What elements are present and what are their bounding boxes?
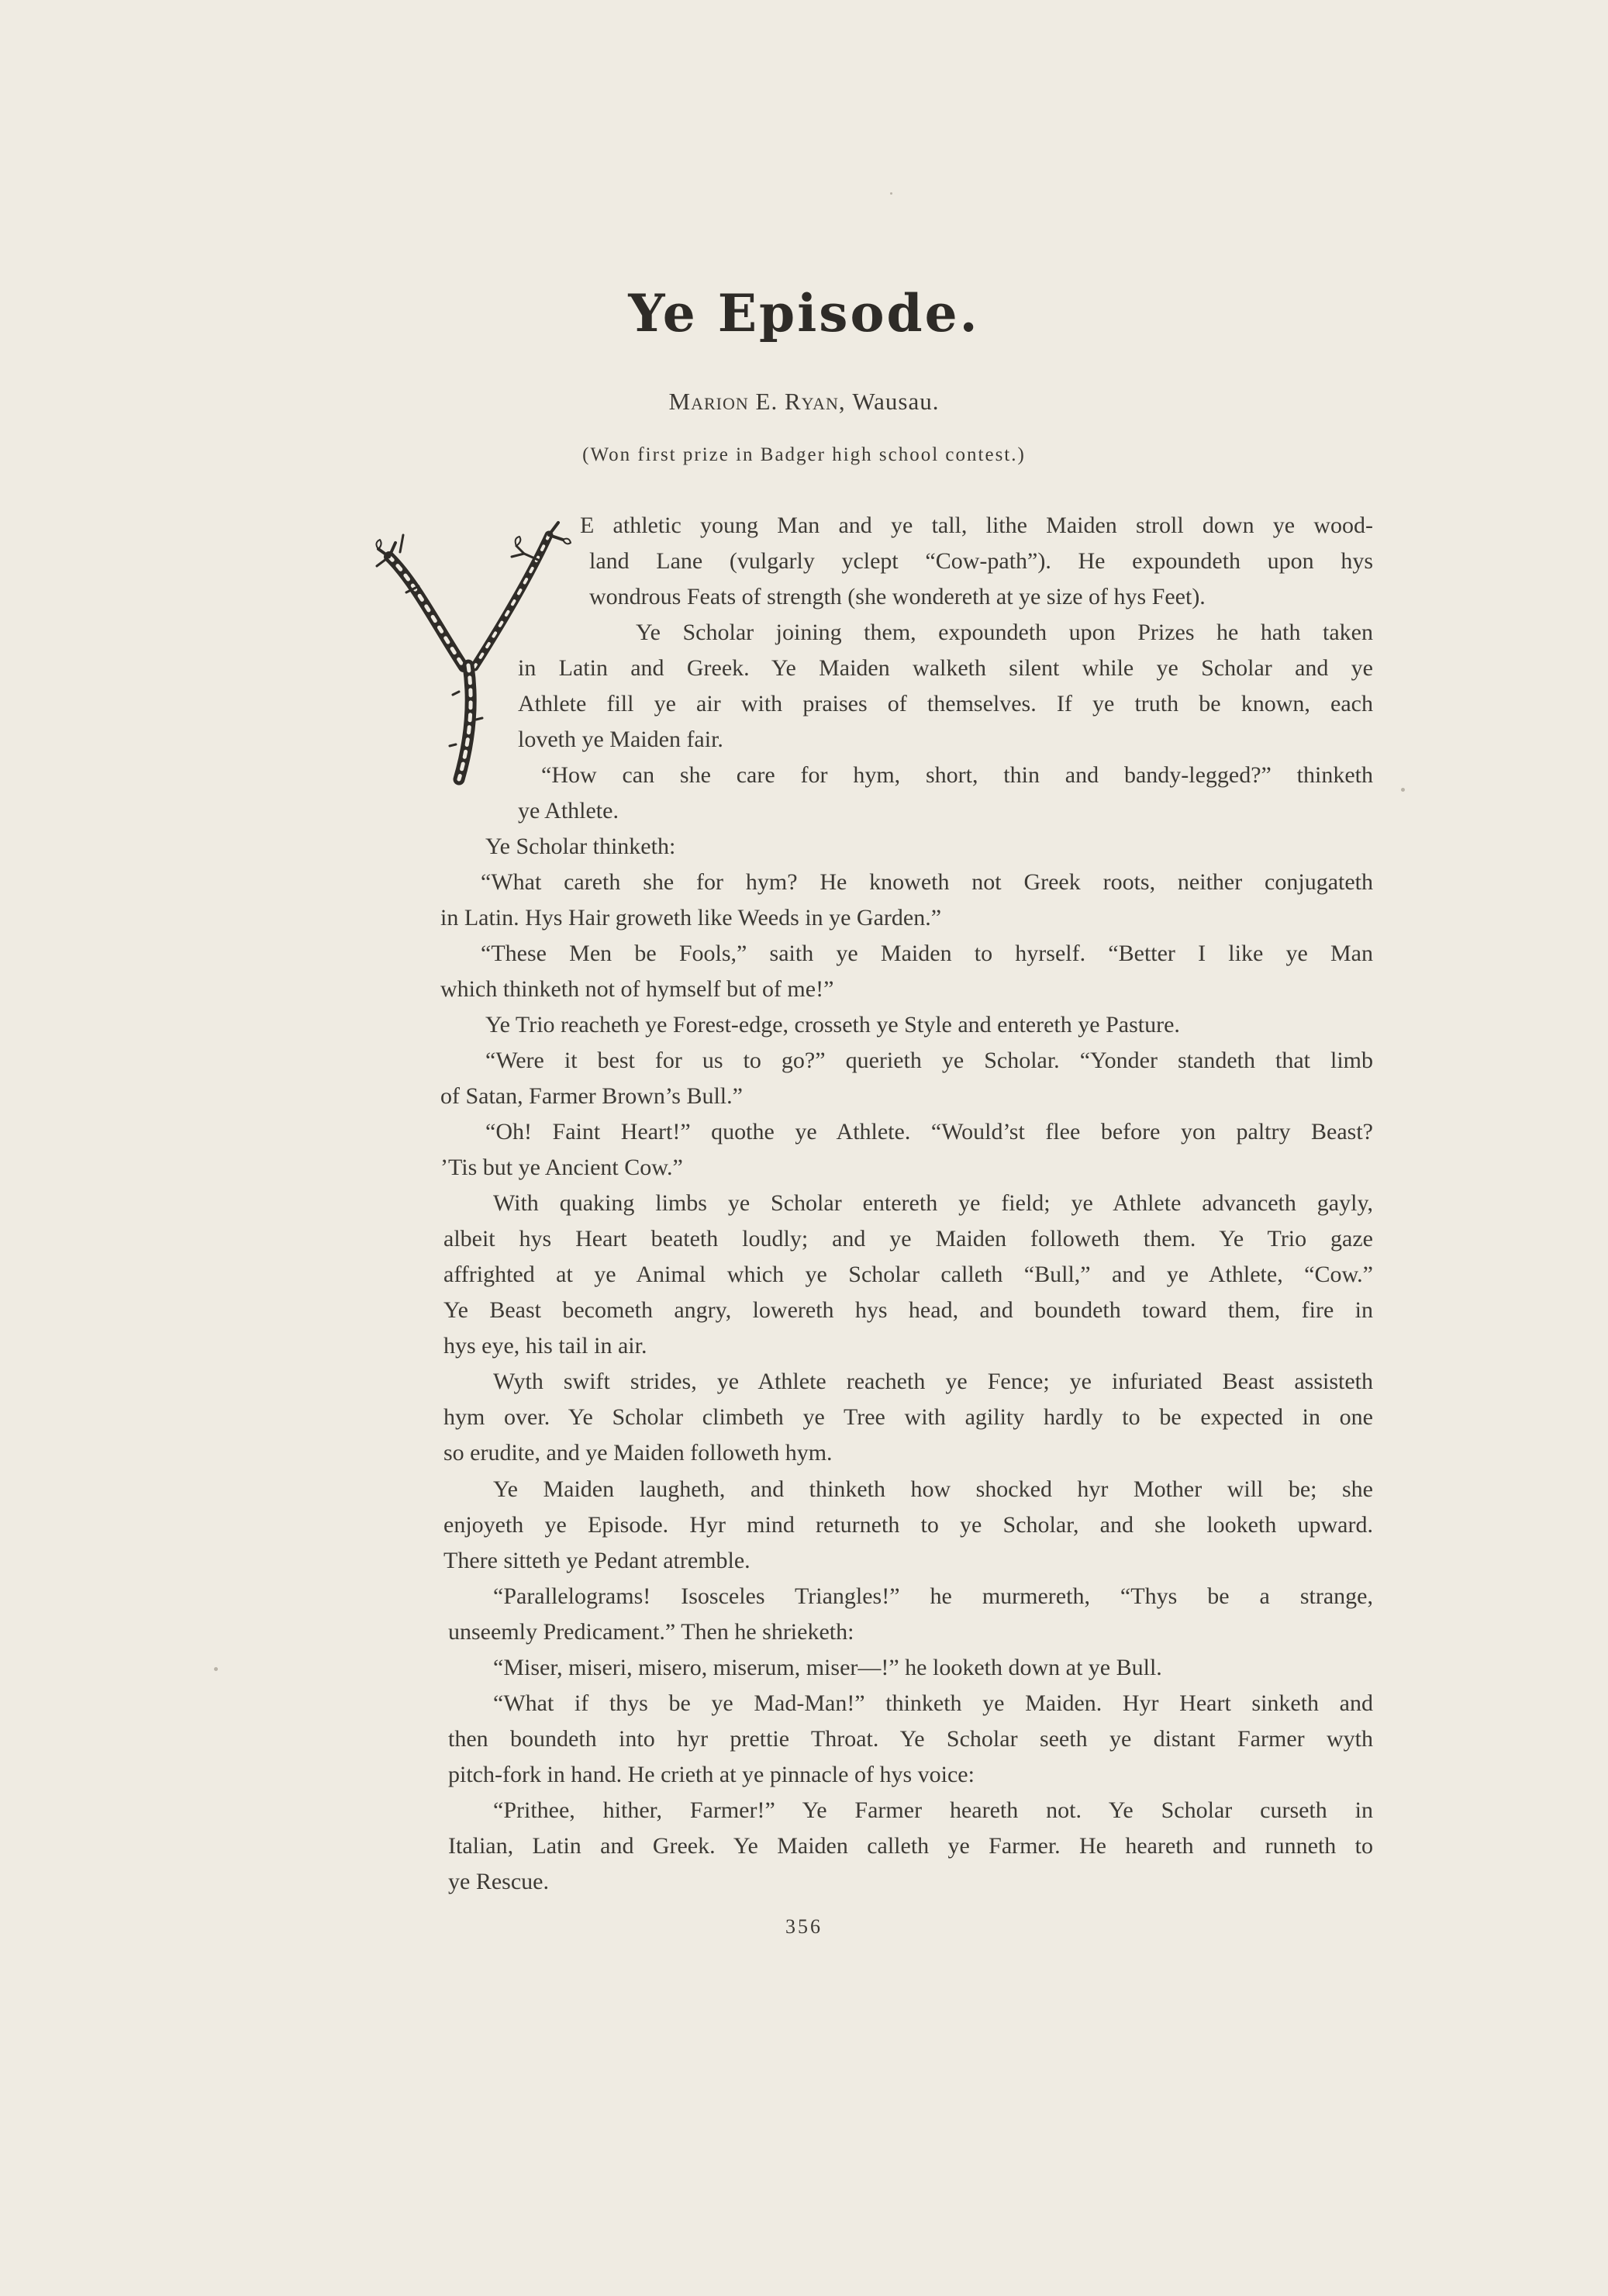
body-line: in Latin. Hys Hair groweth like Weeds in ye Garden.” [440,905,942,930]
body-line: land Lane (vulgarly yclept “Cow-path”). He expoundeth upon hys [589,548,1373,574]
paper-speck [214,1667,218,1671]
body-line: hym over. Ye Scholar climbeth ye Tree with agility hardly to be expected in one [443,1404,1373,1430]
body-line: “These Men be Fools,” saith ye Maiden to hyrself. “Better I like ye Man [481,941,1373,966]
body-line: Ye Scholar thinketh: [485,834,676,859]
body-line: albeit hys Heart beateth loudly; and ye Maiden followeth them. Ye Trio gaze [443,1226,1373,1252]
body-line: Ye Trio reacheth ye Forest-edge, crosseth ye Style and entereth ye Pasture. [485,1012,1180,1038]
body-line: E athletic young Man and ye tall, lithe Maiden stroll down ye wood- [580,513,1373,538]
body-line: Ye Beast becometh angry, lowereth hys head, and boundeth toward them, fire in [443,1297,1373,1323]
body-line: enjoyeth ye Episode. Hyr mind returneth to ye Scholar, and she looketh upward. [443,1512,1373,1538]
author-name: Marion E. Ryan, [668,388,846,415]
body-line: pitch-fork in hand. He crieth at ye pinnacle of hys voice: [448,1762,975,1787]
author-byline [0,388,1608,416]
body-line: Athlete fill ye air with praises of themselves. If ye truth be known, each [518,691,1373,716]
author-place: Wausau. [852,388,940,415]
body-line: unseemly Predicament.” Then he shrieketh: [448,1619,854,1645]
body-line: so erudite, and ye Maiden followeth hym. [443,1440,833,1466]
body-line: ye Rescue. [448,1869,549,1894]
body-line: ’Tis but ye Ancient Cow.” [440,1155,683,1180]
body-line: “Prithee, hither, Farmer!” Ye Farmer heareth not. Ye Scholar curseth in [493,1797,1373,1823]
body-line: affrighted at ye Animal which ye Scholar calleth “Bull,” and ye Athlete, “Cow.” [443,1262,1373,1287]
body-line: With quaking limbs ye Scholar entereth ye field; ye Athlete advanceth gayly, [493,1190,1373,1216]
body-line: of Satan, Farmer Brown’s Bull.” [440,1083,743,1109]
body-line: wondrous Feats of strength (she wondereth at ye size of hys Feet). [589,584,1206,609]
paper-speck [890,192,892,195]
body-line: Ye Maiden laugheth, and thinketh how shocked hyr Mother will be; she [493,1476,1373,1502]
paper-speck [1401,788,1405,792]
body-line: loveth ye Maiden fair. [518,727,723,752]
body-line: “Miser, miseri, misero, miserum, miser—!” he looketh down at ye Bull. [493,1655,1162,1680]
article-subtitle: (Won first prize in Badger high school contest.) [582,444,1026,465]
body-line: There sitteth ye Pedant atremble. [443,1548,751,1573]
body-line: ye Athlete. [518,798,619,823]
article-title: Ye Episode. [628,283,980,344]
body-line: which thinketh not of hymself but of me!” [440,976,834,1002]
body-line: “Were it best for us to go?” querieth ye Scholar. “Yonder standeth that limb [485,1048,1373,1073]
body-line: “How can she care for hym, short, thin and bandy-legged?” thinketh [541,762,1373,788]
body-line: in Latin and Greek. Ye Maiden walketh silent while ye Scholar and ye [518,655,1373,681]
body-line: Ye Scholar joining them, expoundeth upon Prizes he hath taken [636,620,1373,645]
body-line: “What if thys be ye Mad-Man!” thinketh ye Maiden. Hyr Heart sinketh and [493,1690,1373,1716]
body-line: “Parallelograms! Isosceles Triangles!” he murmereth, “Thys be a strange, [493,1583,1373,1609]
body-line: hys eye, his tail in air. [443,1333,647,1359]
page-number: 356 [785,1915,823,1938]
body-line: “What careth she for hym? He knoweth not Greek roots, neither conjugateth [481,869,1373,895]
body-line: Italian, Latin and Greek. Ye Maiden calleth ye Farmer. He heareth and runneth to [448,1833,1373,1859]
body-line: Wyth swift strides, ye Athlete reacheth ye Fence; ye infuriated Beast assisteth [493,1369,1373,1394]
body-line: then boundeth into hyr prettie Throat. Ye Scholar seeth ye distant Farmer wyth [448,1726,1373,1752]
body-line: “Oh! Faint Heart!” quothe ye Athlete. “Would’st flee before yon paltry Beast? [485,1119,1373,1145]
